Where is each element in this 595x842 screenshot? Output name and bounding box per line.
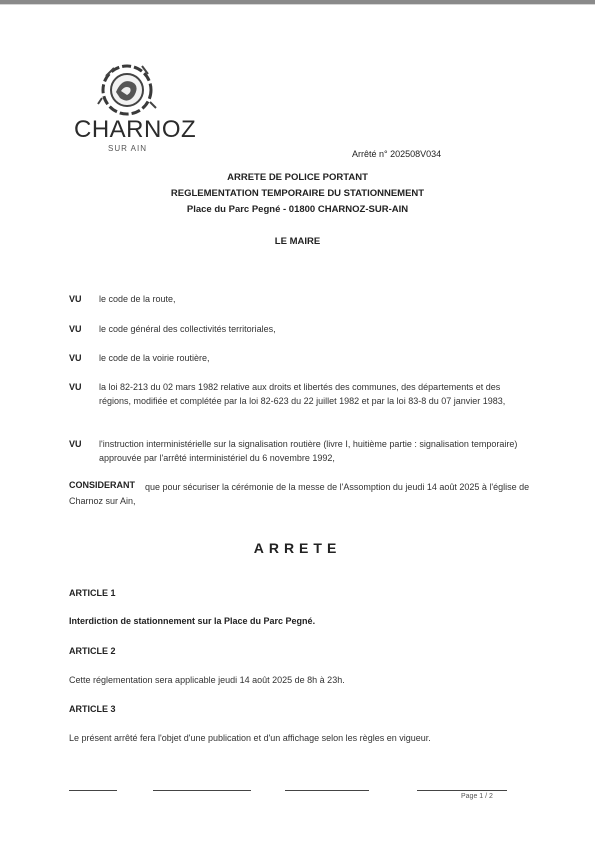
vu-text: l'instruction interministérielle sur la signalisation routière (livre I, huitième partie : signalisation temporaire) approuvée par l'arrêté interministériel du 6 novembre 1992, — [99, 439, 518, 463]
vu-label: VU — [69, 439, 82, 449]
considerant-text: que pour sécuriser la cérémonie de la messe de l'Assomption du jeudi 14 août 2025 à l'église de Charnoz sur Ain, — [69, 482, 530, 506]
vu-text: le code de la route, — [99, 294, 176, 304]
footer-rule — [417, 790, 507, 791]
decision-heading: ARRETE — [253, 540, 342, 556]
vu-label: VU — [69, 294, 82, 304]
vu-text: le code général des collectivités territoriales, — [99, 324, 276, 334]
article-title: ARTICLE 2 — [69, 646, 116, 656]
town-emblem-icon — [94, 58, 160, 118]
footer-rule — [285, 790, 369, 791]
article-text: Cette réglementation sera applicable jeudi 14 août 2025 de 8h à 23h. — [69, 675, 345, 685]
decree-reference: Arrêté n° 202508V034 — [352, 149, 442, 159]
decree-authority: LE MAIRE — [274, 236, 321, 247]
article-title: ARTICLE 3 — [69, 704, 116, 714]
decree-title-line-2: REGLEMENTATION TEMPORAIRE DU STATIONNEMENT — [170, 188, 425, 199]
vu-label: VU — [69, 382, 82, 392]
vu-text: le code de la voirie routière, — [99, 353, 210, 363]
considerant-label: CONSIDERANT — [69, 480, 136, 490]
vu-label: VU — [69, 353, 82, 363]
decree-title-line-1: ARRETE DE POLICE PORTANT — [227, 172, 368, 183]
scan-top-edge-line — [0, 4, 595, 5]
article-title: ARTICLE 1 — [69, 588, 116, 598]
article-text: Le présent arrêté fera l'objet d'une publication et d'un affichage selon les règles en vigueur. — [69, 733, 431, 743]
footer-rule — [153, 790, 251, 791]
page-number: Page 1 / 2 — [461, 793, 493, 800]
decree-title-line-3: Place du Parc Pegné - 01800 CHARNOZ-SUR-AIN — [186, 204, 409, 215]
vu-label: VU — [69, 324, 82, 334]
town-subtitle: SUR AIN — [108, 144, 148, 153]
town-name: CHARNOZ — [74, 116, 197, 143]
article-text: Interdiction de stationnement sur la Place du Parc Pegné. — [69, 616, 316, 626]
footer-rule — [69, 790, 117, 791]
vu-text: la loi 82-213 du 02 mars 1982 relative aux droits et libertés des communes, des départements et des régions, modifiée et complétée par la loi 82-623 du 22 juillet 1982 et par la loi 83-8 du 07 janvier 1983, — [99, 382, 506, 406]
